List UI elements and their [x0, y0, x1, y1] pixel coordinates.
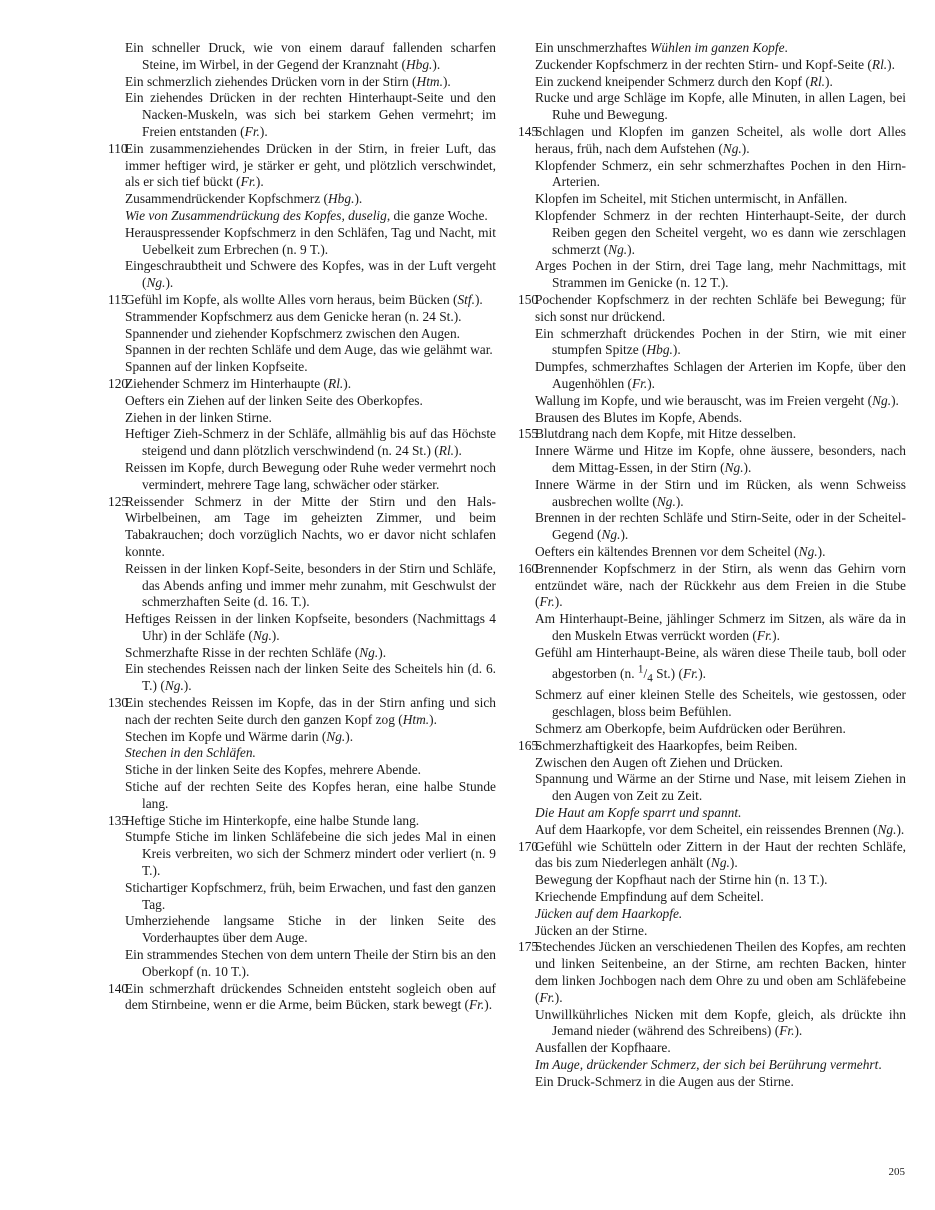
entry-text: Stichartiger Kopfschmerz, früh, beim Erwachen, und fast den ganzen Tag. — [125, 879, 496, 912]
symptom-entry — [518, 687, 906, 721]
symptom-entry — [108, 745, 496, 762]
symptom-entry — [518, 889, 906, 906]
entry-text: Oefters ein Ziehen auf der linken Seite des Oberkopfes. — [125, 392, 423, 408]
symptom-entry — [518, 258, 906, 292]
entry-text: Schmerz auf einer kleinen Stelle des Scheitels, wie gestossen, oder geschlagen, bloss beim Befühlen. — [535, 687, 906, 720]
symptom-entry — [518, 1057, 906, 1074]
entry-text: Spannender und ziehender Kopfschmerz zwischen den Augen. — [125, 325, 461, 341]
entry-text: Rucke und arge Schläge im Kopfe, alle Minuten, in allen Lagen, bei Ruhe und Bewegung. — [535, 90, 906, 123]
symptom-entry — [108, 645, 496, 662]
entry-number: 115 — [108, 291, 128, 307]
symptom-entry — [108, 561, 496, 611]
entry-text: Heftige Stiche im Hinterkopfe, eine halbe Stunde lang. — [125, 812, 420, 828]
entry-text: Brennender Kopfschmerz in der Stirn, als wenn das Gehirn vorn entzündet wäre, nach der Rückkehr aus dem Freien in die Stube (Fr.). — [535, 560, 906, 610]
symptom-entry — [518, 57, 906, 74]
page-number: 205 — [888, 1166, 905, 1178]
symptom-entry — [108, 947, 496, 981]
right-column — [518, 40, 906, 1091]
entry-text: Heftiges Reissen in der linken Kopfseite, besonders (Nachmittags 4 Uhr) in der Schläfe (Ng.). — [125, 611, 496, 643]
symptom-entry — [108, 829, 496, 879]
symptom-entry — [518, 359, 906, 393]
entry-text: Kriechende Empfindung auf dem Scheitel. — [535, 888, 764, 904]
entry-text: Umherziehende langsame Stiche in der linken Seite des Vorderhauptes über dem Auge. — [125, 913, 496, 946]
entry-text: Klopfen im Scheitel, mit Stichen untermischt, in Anfällen. — [535, 191, 848, 207]
entry-text: Bewegung der Kopfhaut nach der Stirne hin (n. 13 T.). — [535, 872, 828, 888]
entry-text: Gefühl am Hinterhaupt-Beine, als wären diese Theile taub, boll oder abgestorben (n. $^1/_4$ St.) (Fr.). — [535, 644, 906, 685]
entry-text: Schmerzhafte Risse in der rechten Schläfe (Ng.). — [125, 644, 387, 660]
entry-text: Dumpfes, schmerzhaftes Schlagen der Arterien im Kopfe, über den Augenhöhlen (Fr.). — [535, 359, 906, 391]
entry-text: Am Hinterhaupt-Beine, jählinger Schmerz im Sitzen, als wäre da in den Muskeln Etwas verrückt worden (Fr.). — [535, 611, 906, 643]
symptom-entry — [518, 124, 906, 158]
symptom-entry — [518, 426, 906, 443]
entry-text: Ein Druck-Schmerz in die Augen aus der Stirne. — [535, 1073, 794, 1089]
symptom-entry — [518, 443, 906, 477]
symptom-entry — [108, 225, 496, 259]
entry-number: 140 — [108, 980, 129, 996]
symptom-entry — [518, 292, 906, 326]
entry-text: Ein stechendes Reissen im Kopfe, das in der Stirn anfing und sich nach der rechten Seite durch den ganzen Kopf zog (Htm.). — [125, 695, 496, 727]
symptom-entry — [518, 410, 906, 427]
entry-number: 135 — [108, 812, 129, 828]
entry-text: Herauspressender Kopfschmerz in den Schläfen, Tag und Nacht, mit Uebelkeit zum Erbrechen (n. 9 T.). — [125, 224, 496, 257]
symptom-entry — [518, 645, 906, 688]
symptom-entry — [108, 74, 496, 91]
symptom-entry — [518, 923, 906, 940]
symptom-entry — [108, 762, 496, 779]
entry-number: 130 — [108, 695, 129, 711]
symptom-entry — [108, 376, 496, 393]
symptom-entry — [518, 805, 906, 822]
entry-number: 120 — [108, 375, 129, 391]
entry-text: Stechen in den Schläfen. — [125, 745, 256, 761]
symptom-entry — [108, 494, 496, 561]
entry-text: Innere Wärme und Hitze im Kopfe, ohne äussere, besonders, nach dem Mittag-Essen, in der Stirn (Ng.). — [535, 443, 906, 475]
symptom-entry — [518, 1007, 906, 1041]
entry-number: 110 — [108, 140, 128, 156]
symptom-entry — [518, 208, 906, 258]
entry-text: Im Auge, drückender Schmerz, der sich bei Berührung vermehrt. — [535, 1056, 882, 1072]
entry-number: 165 — [518, 737, 539, 753]
entry-number: 155 — [518, 426, 539, 442]
entry-number: 175 — [518, 939, 539, 955]
symptom-entry — [108, 342, 496, 359]
symptom-entry — [518, 1040, 906, 1057]
entry-text: Jücken auf dem Haarkopfe. — [535, 905, 683, 921]
symptom-entry — [518, 721, 906, 738]
entry-text: Oefters ein kältendes Brennen vor dem Scheitel (Ng.). — [535, 543, 826, 559]
entry-text: Ziehender Schmerz im Hinterhaupte (Rl.). — [125, 375, 352, 391]
left-column — [108, 40, 496, 1014]
entry-number: 125 — [108, 493, 129, 509]
entry-text: Spannung und Wärme an der Stirne und Nase, mit leisem Ziehen in den Augen von Zeit zu Zeit. — [535, 771, 906, 804]
symptom-entry — [518, 191, 906, 208]
symptom-entry — [518, 771, 906, 805]
entry-text: Ein zuckend kneipender Schmerz durch den Kopf (Rl.). — [535, 73, 833, 89]
entry-text: Pochender Kopfschmerz in der rechten Schläfe bei Bewegung; für sich sonst nur drückend. — [535, 291, 906, 324]
symptom-entry — [518, 326, 906, 360]
symptom-entry — [518, 510, 906, 544]
entry-text: Ein strammendes Stechen von dem untern Theile der Stirn bis an den Oberkopf (n. 10 T.). — [125, 947, 496, 979]
entry-text: Ein unschmerzhaftes Wühlen im ganzen Kopfe. — [535, 40, 788, 55]
entry-text: Ein zusammenziehendes Drücken in der Stirn, in freier Luft, das immer heftiger wird, je stärker er geht, und plötzlich verschwindet, als er sich tief bückt (Fr.). — [125, 140, 496, 190]
symptom-entry — [108, 309, 496, 326]
symptom-entry — [518, 40, 906, 57]
entry-text: Klopfender Schmerz in der rechten Hinterhaupt-Seite, der durch Reiben gegen den Scheitel vergeht, wo es dann wie zerschlagen schmerzt (Ng.). — [535, 207, 906, 257]
symptom-entry — [108, 208, 496, 225]
entry-text: Zwischen den Augen oft Ziehen und Drücken. — [535, 754, 784, 770]
entry-text: Ein schmerzhaft drückendes Pochen in der Stirn, wie mit einer stumpfen Spitze (Hbg.). — [535, 325, 906, 358]
entry-text: Brennen in der rechten Schläfe und Stirn-Seite, oder in der Scheitel-Gegend (Ng.). — [535, 510, 906, 543]
entry-number: 145 — [518, 123, 539, 139]
symptom-entry — [518, 90, 906, 124]
symptom-entry — [518, 561, 906, 611]
entry-text: Reissen in der linken Kopf-Seite, besonders in der Stirn und Schläfe, das Abends anfing und immer mehr zunahm, mit Geschwulst der schmerzhaften Seite (d. 16. T.). — [125, 560, 496, 610]
entry-text: Heftiger Zieh-Schmerz in der Schläfe, allmählig bis auf das Höchste steigend und dann plötzlich verschwindend (n. 24 St.) (Rl.). — [125, 426, 496, 459]
entry-text: Ein stechendes Reissen nach der linken Seite des Scheitels hin (d. 6. T.) (Ng.). — [125, 661, 496, 694]
entry-text: Reissender Schmerz in der Mitte der Stirn und den Hals-Wirbelbeinen, am Tage im geheizten Zimmer, und beim Tabakrauchen; doch vorzüglich Nachts, wo er davor nicht schlafen konnte. — [125, 493, 496, 559]
symptom-entry — [108, 813, 496, 830]
entry-text: Strammender Kopfschmerz aus dem Genicke heran (n. 24 St.). — [125, 308, 462, 324]
symptom-entry — [108, 729, 496, 746]
symptom-entry — [108, 695, 496, 729]
symptom-entry — [518, 1074, 906, 1091]
entry-text: Ziehen in der linken Stirne. — [125, 409, 272, 425]
symptom-entry — [108, 90, 496, 140]
entry-text: Ein schmerzhaft drückendes Schneiden entsteht sogleich oben auf dem Stirnbeine, wenn er die Arme, beim Bücken, stark bewegt (Fr.). — [125, 980, 496, 1013]
entry-text: Spannen auf der linken Kopfseite. — [125, 359, 308, 375]
entry-text: Innere Wärme in der Stirn und im Rücken, als wenn Schweiss ausbrechen wollte (Ng.). — [535, 476, 906, 509]
symptom-entry — [108, 292, 496, 309]
entry-text: Zusammendrückender Kopfschmerz (Hbg.). — [125, 191, 363, 207]
entry-text: Stumpfe Stiche im linken Schläfebeine die sich jedes Mal in einen Kreis verbreiten, wo sich der Schmerz mindert oder verliert (n. 9 T.). — [125, 829, 496, 879]
entry-text: Ein ziehendes Drücken in der rechten Hinterhaupt-Seite und den Nacken-Muskeln, was sich bei starkem Gehen vermehrt; im Freien entstanden (Fr.). — [125, 90, 496, 139]
symptom-entry — [108, 426, 496, 460]
entry-text: Eingeschraubtheit und Schwere des Kopfes, was in der Luft vergeht (Ng.). — [125, 258, 496, 291]
entry-text: Unwillkührliches Nicken mit dem Kopfe, gleich, als drückte ihn Jemand nieder (während des Schreibens) (Fr.). — [535, 1006, 906, 1039]
symptom-entry — [518, 158, 906, 192]
entry-text: Zuckender Kopfschmerz in der rechten Stirn- und Kopf-Seite (Rl.). — [535, 56, 895, 72]
symptom-entry — [518, 872, 906, 889]
symptom-entry — [518, 74, 906, 91]
symptom-entry — [518, 755, 906, 772]
symptom-entry — [108, 661, 496, 695]
entry-text: Auf dem Haarkopfe, vor dem Scheitel, ein reissendes Brennen (Ng.). — [535, 821, 905, 837]
entry-text: Gefühl wie Schütteln oder Zittern in der Haut der rechten Schläfe, das bis zum Niederlegen anhält (Ng.). — [535, 838, 906, 871]
symptom-entry — [108, 191, 496, 208]
symptom-entry — [518, 477, 906, 511]
entry-text: Die Haut am Kopfe sparrt und spannt. — [535, 805, 742, 820]
entry-text: Wallung im Kopfe, und wie berauscht, was im Freien vergeht (Ng.). — [535, 392, 899, 408]
symptom-entry — [518, 544, 906, 561]
symptom-entry — [518, 939, 906, 1006]
symptom-entry — [518, 738, 906, 755]
entry-text: Ein schmerzlich ziehendes Drücken vorn in der Stirn (Htm.). — [125, 73, 451, 89]
entry-text: Wie von Zusammendrückung des Kopfes, duselig, die ganze Woche. — [125, 207, 488, 223]
entry-text: Ein schneller Druck, wie von einem darauf fallenden scharfen Steine, im Wirbel, in der Gegend der Kranznaht (Hbg.). — [125, 40, 496, 72]
entry-number: 170 — [518, 838, 539, 854]
entry-text: Stiche in der linken Seite des Kopfes, mehrere Abende. — [125, 762, 421, 778]
symptom-entry — [108, 326, 496, 343]
symptom-entry — [108, 393, 496, 410]
entry-text: Jücken an der Stirne. — [535, 922, 648, 938]
symptom-entry — [108, 141, 496, 191]
symptom-entry — [108, 880, 496, 914]
symptom-entry — [108, 779, 496, 813]
entry-text: Klopfender Schmerz, ein sehr schmerzhaftes Pochen in den Hirn-Arterien. — [535, 157, 906, 190]
symptom-entry — [518, 822, 906, 839]
symptom-entry — [108, 40, 496, 74]
symptom-entry — [108, 913, 496, 947]
entry-number: 160 — [518, 560, 539, 576]
symptom-entry — [518, 611, 906, 645]
symptom-entry — [108, 258, 496, 292]
symptom-entry — [518, 393, 906, 410]
symptom-entry — [518, 839, 906, 873]
entry-text: Arges Pochen in der Stirn, drei Tage lang, mehr Nachmittags, mit Strammen im Genicke (n. 12 T.). — [535, 258, 906, 291]
entry-text: Schmerzhaftigkeit des Haarkopfes, beim Reiben. — [535, 737, 798, 753]
symptom-entry — [108, 359, 496, 376]
symptom-entry — [108, 611, 496, 645]
entry-text: Schmerz am Oberkopfe, beim Aufdrücken oder Berühren. — [535, 721, 846, 737]
symptom-entry — [108, 981, 496, 1015]
entry-text: Reissen im Kopfe, durch Bewegung oder Ruhe weder vermehrt noch vermindert, mehrere Tage lang, schwächer oder stärker. — [125, 459, 496, 492]
entry-number: 150 — [518, 291, 539, 307]
entry-text: Schlagen und Klopfen im ganzen Scheitel, als wolle dort Alles heraus, früh, nach dem Aufstehen (Ng.). — [535, 123, 906, 156]
entry-text: Spannen in der rechten Schläfe und dem Auge, das wie gelähmt war. — [125, 342, 493, 358]
symptom-entry — [108, 460, 496, 494]
entry-text: Brausen des Blutes im Kopfe, Abends. — [535, 409, 743, 425]
entry-text: Stechendes Jücken an verschiedenen Theilen des Kopfes, am rechten und linken Seitenbeine, an der Stirne, am rechten Backen, hinter dem linken Jochbogen nach dem Ohre zu und oben am Schläfebeine (Fr.). — [535, 939, 906, 1005]
entry-text: Ausfallen der Kopfhaare. — [535, 1040, 671, 1056]
symptom-entry — [108, 410, 496, 427]
entry-text: Blutdrang nach dem Kopfe, mit Hitze desselben. — [535, 426, 797, 442]
entry-text: Stechen im Kopfe und Wärme darin (Ng.). — [125, 728, 354, 744]
entry-text: Gefühl im Kopfe, als wollte Alles vorn heraus, beim Bücken (Stf.). — [125, 291, 483, 307]
symptom-entry — [518, 906, 906, 923]
entry-text: Stiche auf der rechten Seite des Kopfes heran, eine halbe Stunde lang. — [125, 779, 496, 811]
